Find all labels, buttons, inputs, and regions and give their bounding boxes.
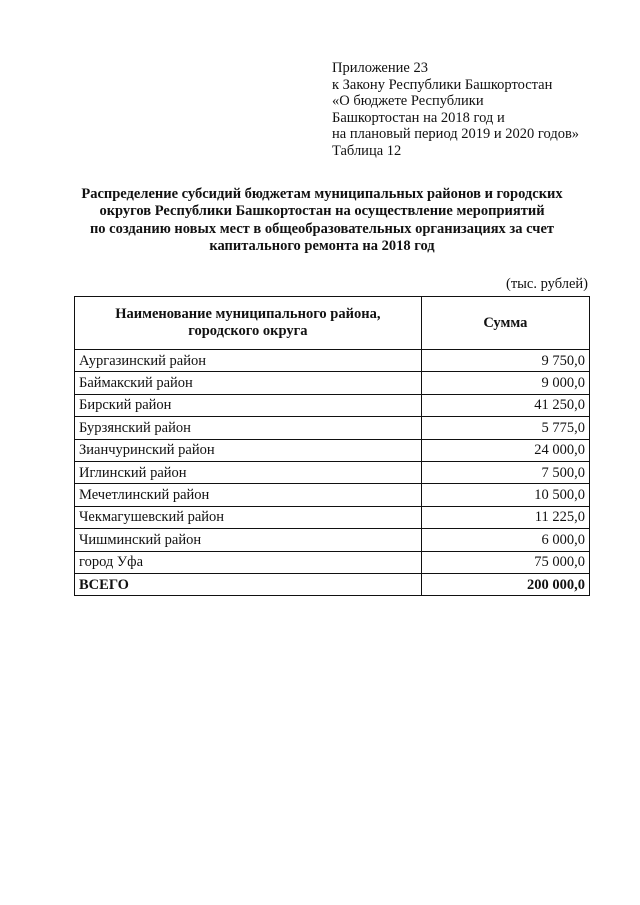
document-title xyxy=(60,186,584,256)
sum-cell: 9 750,0 xyxy=(421,350,589,372)
sum-cell: 24 000,0 xyxy=(421,439,589,461)
sum-column-header: Сумма xyxy=(421,297,589,350)
district-name-cell: Бурзянский район xyxy=(75,417,422,439)
sum-cell: 9 000,0 xyxy=(421,372,589,394)
district-name-cell: город Уфа xyxy=(75,551,422,573)
district-name-cell: Мечетлинский район xyxy=(75,484,422,506)
table-row xyxy=(75,529,590,551)
units-label: (тыс. рублей) xyxy=(506,276,588,292)
district-name-cell: Чишминский район xyxy=(75,529,422,551)
sum-cell: 5 775,0 xyxy=(421,417,589,439)
title-line: округов Республики Башкортостан на осуществление мероприятий xyxy=(99,203,545,220)
table-row xyxy=(75,417,590,439)
appendix-line: к Закону Республики Башкортостан xyxy=(332,76,553,93)
appendix-line: Башкортостан на 2018 год и xyxy=(332,109,505,126)
sum-cell: 75 000,0 xyxy=(421,551,589,573)
title-line: по созданию новых мест в общеобразовательных организациях за счет xyxy=(89,220,555,237)
name-header-line: Наименование муниципального района, xyxy=(115,306,381,322)
sum-cell: 6 000,0 xyxy=(421,529,589,551)
table-row xyxy=(75,551,590,573)
district-name-cell: Баймакский район xyxy=(75,372,422,394)
total-label-cell: ВСЕГО xyxy=(75,573,422,595)
total-sum-cell: 200 000,0 xyxy=(421,573,589,595)
sum-cell: 11 225,0 xyxy=(421,506,589,528)
title-line: Распределение субсидий бюджетам муниципальных районов и городских xyxy=(81,186,563,202)
district-name-cell: Аургазинский район xyxy=(75,350,422,372)
table-row xyxy=(75,484,590,506)
table-row xyxy=(75,506,590,528)
table-row xyxy=(75,439,590,461)
table-row xyxy=(75,461,590,483)
district-name-cell: Иглинский район xyxy=(75,461,422,483)
appendix-reference xyxy=(332,60,632,160)
table-header-row xyxy=(75,297,590,350)
district-name-cell: Бирский район xyxy=(75,394,422,416)
name-column-header xyxy=(75,297,422,350)
subsidy-table xyxy=(74,296,590,596)
table-row xyxy=(75,394,590,416)
district-name-cell: Зианчуринский район xyxy=(75,439,422,461)
table-row xyxy=(75,372,590,394)
table-row xyxy=(75,350,590,372)
table-number: Таблица 12 xyxy=(332,142,402,159)
total-row xyxy=(75,573,590,595)
name-header-line: городского округа xyxy=(188,323,308,339)
title-line: капитального ремонта на 2018 год xyxy=(209,238,435,255)
appendix-line: на плановый период 2019 и 2020 годов» xyxy=(332,126,580,143)
district-name-cell: Чекмагушевский район xyxy=(75,506,422,528)
appendix-line: «О бюджете Республики xyxy=(332,93,484,110)
sum-cell: 41 250,0 xyxy=(421,394,589,416)
sum-cell: 7 500,0 xyxy=(421,461,589,483)
appendix-line: Приложение 23 xyxy=(332,60,428,76)
sum-cell: 10 500,0 xyxy=(421,484,589,506)
